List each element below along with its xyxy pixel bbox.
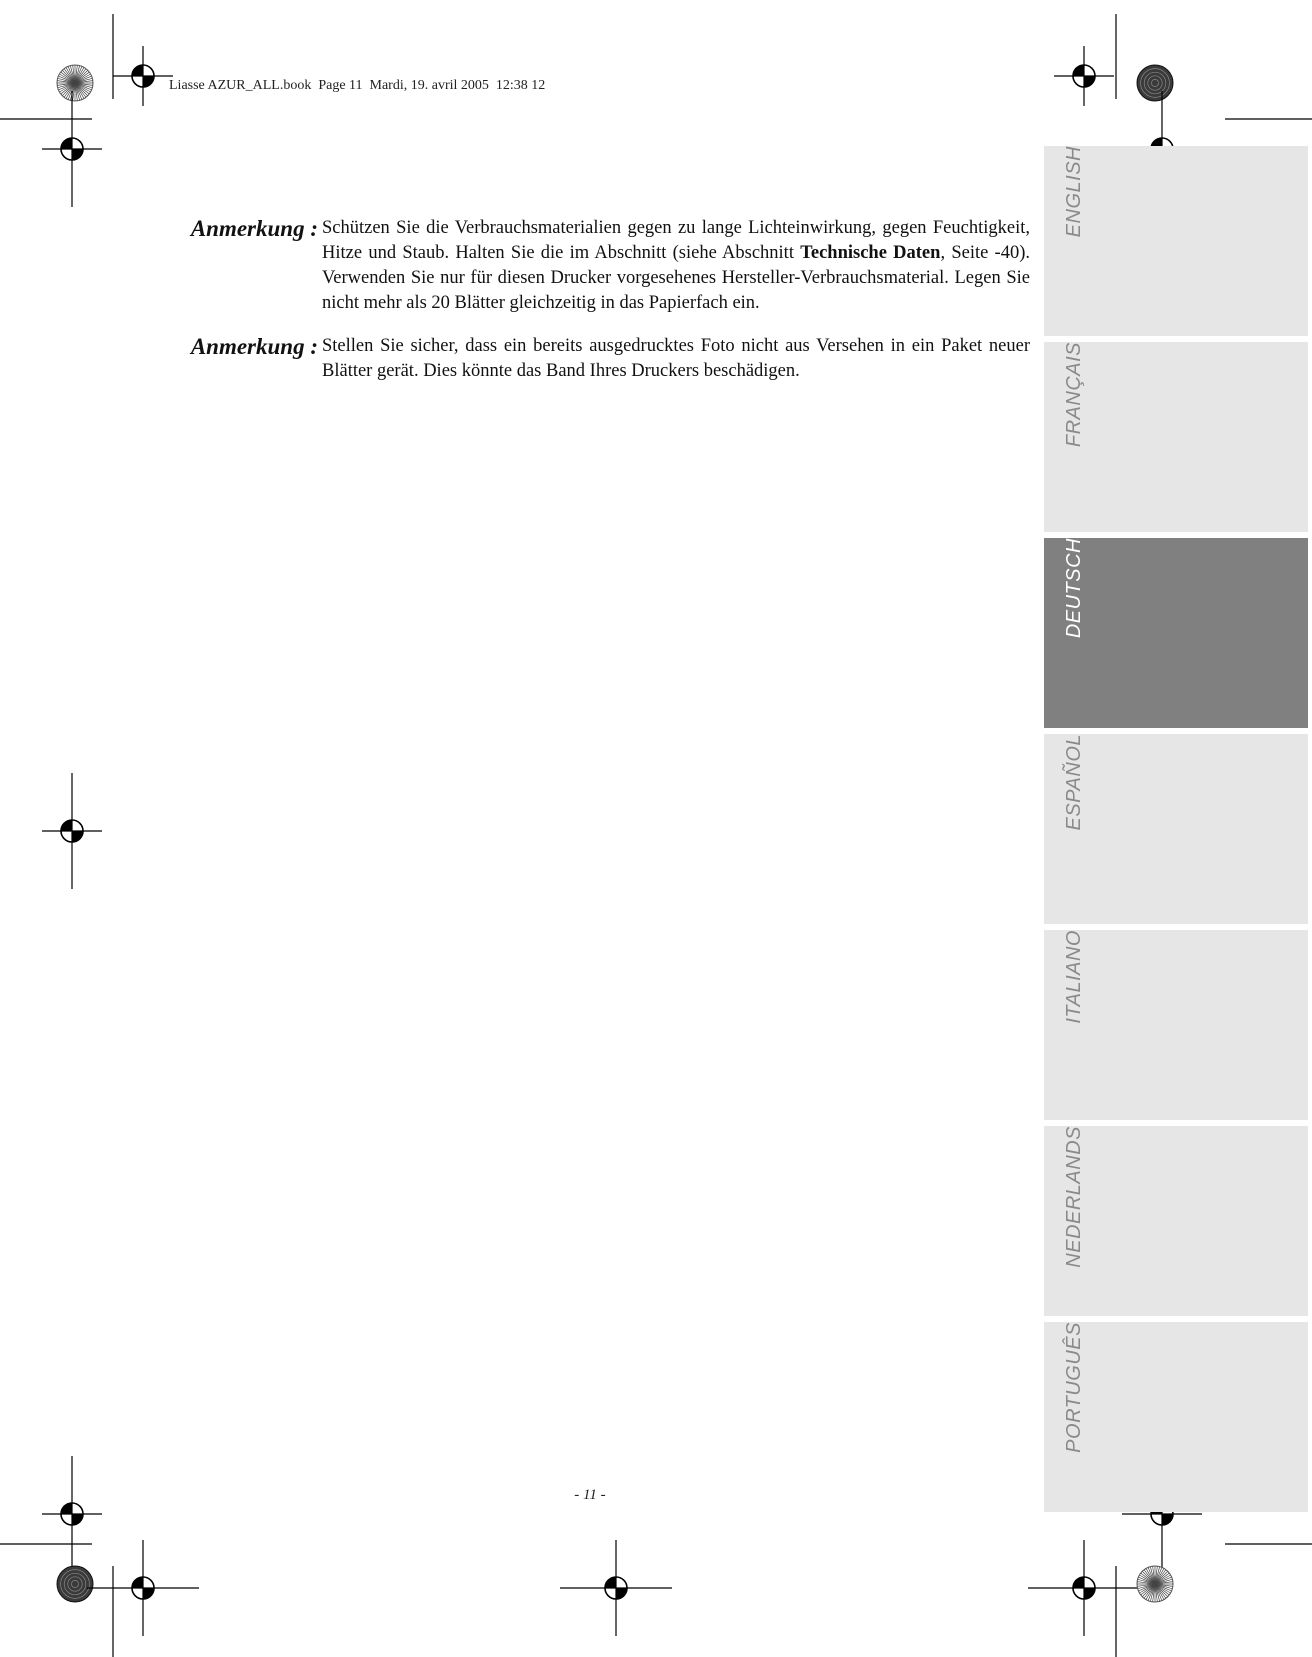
note-consumables [180, 216, 1030, 316]
tab-deutsch[interactable] [1044, 538, 1308, 728]
registration-target [72, 831, 83, 842]
print-slug: Liasse AZUR_ALL.book Page 11 Mardi, 19. avril 2005 12:38 12 [169, 78, 546, 93]
tab-francais[interactable] [1044, 342, 1308, 532]
registration-target [1084, 1588, 1095, 1599]
note-text-part: , Seite -40). Verwenden Sie nur für diesen Drucker vorgesehenes Hersteller-Verbrauchsmaterial. Legen Sie nicht mehr als 20 Blätter gleichzeitig in das Papierfach ein. [322, 243, 1031, 313]
note-text-part: Schützen Sie die Verbrauchsmaterialien gegen zu lange Lichteinwirkung, gegen Feuchtigkeit, Hitze und Staub. Halten Sie die im Abschnitt (siehe Abschnitt [322, 218, 1030, 263]
note-label: Anmerkung : [190, 334, 318, 359]
note-text [322, 216, 1030, 316]
tab-label: DEUTSCH [1062, 538, 1085, 639]
tab-label: FRANÇAIS [1062, 342, 1085, 448]
tab-label: ENGLISH [1062, 146, 1085, 238]
registration-target [1084, 76, 1095, 87]
note-printed-photo [180, 334, 1030, 384]
registration-target [605, 1577, 616, 1588]
registration-disc [57, 1566, 93, 1602]
tab-italiano[interactable] [1044, 930, 1308, 1120]
tab-label: ITALIANO [1062, 930, 1085, 1024]
tab-label: NEDERLANDS [1062, 1126, 1085, 1268]
registration-target [61, 820, 72, 831]
note-text-part: Stellen Sie sicher, dass ein bereits ausgedrucktes Foto nicht aus Versehen in ein Paket neuer Blätter gerät. Dies könnte das Band Ihres Druckers beschädigen. [322, 336, 1030, 381]
tab-nederlands[interactable] [1044, 1126, 1308, 1316]
registration-target [1073, 65, 1084, 76]
registration-target [61, 138, 72, 149]
tab-label: PORTUGUÊS [1062, 1322, 1085, 1453]
registration-target [143, 1588, 154, 1599]
tab-label: ESPAÑOL [1062, 734, 1085, 831]
registration-target [143, 76, 154, 87]
registration-disc [1137, 65, 1173, 101]
tab-portugues[interactable] [1044, 1322, 1308, 1512]
registration-target [616, 1588, 627, 1599]
registration-target [132, 65, 143, 76]
tab-espanol[interactable] [1044, 734, 1308, 924]
registration-target [72, 149, 83, 160]
note-text-bold: Technische Daten [800, 243, 941, 263]
note-text [322, 334, 1030, 384]
registration-target [132, 1577, 143, 1588]
registration-target [61, 1503, 72, 1514]
tab-english[interactable] [1044, 146, 1308, 336]
registration-target [1162, 1514, 1173, 1525]
registration-target [72, 1514, 83, 1525]
registration-target [1073, 1577, 1084, 1588]
page-number: - 11 - [574, 1487, 606, 1503]
note-label: Anmerkung : [190, 216, 318, 241]
notes-section [180, 216, 1030, 402]
